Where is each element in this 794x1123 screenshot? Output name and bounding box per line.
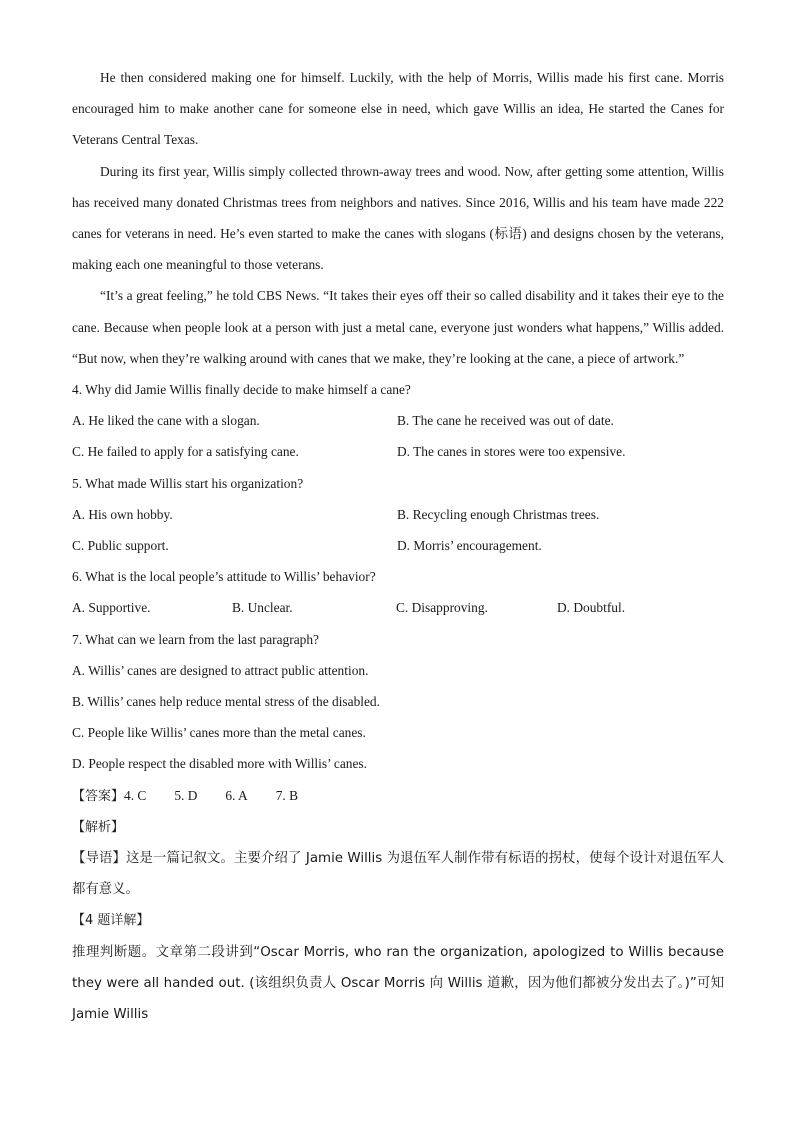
question-6-option-d: D. Doubtful.	[557, 600, 626, 616]
question-6-option-c: C. Disapproving.	[396, 600, 488, 616]
question-4-option-a: A. He liked the cane with a slogan.	[72, 413, 260, 429]
question-4-option-c: C. He failed to apply for a satisfying cane.	[72, 444, 299, 460]
passage-paragraph-2: During its first year, Willis simply collected thrown-away trees and wood. Now, after getting some attention, Willis has received many donated Christmas trees from neighbors and natives. Since 2016, Willis and his team have made 222 canes for veterans in need. He’s even started to make the canes with slogans (标语) and designs chosen by the veterans, making each one meaningful to those veterans.	[72, 163, 724, 273]
question-4-option-d: D. The canes in stores were too expensive.	[397, 444, 626, 460]
analysis-heading: 【解析】	[72, 819, 125, 835]
question-5-options-row-1	[72, 499, 724, 530]
question-6-option-b: B. Unclear.	[232, 600, 293, 616]
question-6-options-row	[72, 592, 724, 623]
question-5-option-b: B. Recycling enough Christmas trees.	[397, 506, 600, 522]
question-7-option-c: C. People like Willis’ canes more than the metal canes.	[72, 725, 366, 741]
question-7-stem: 7. What can we learn from the last paragraph?	[72, 631, 319, 647]
question-7-option-a: A. Willis’ canes are designed to attract public attention.	[72, 662, 369, 678]
answer-item-7: 7. B	[275, 787, 299, 803]
question-4-options-row-2	[72, 436, 724, 467]
answer-item-6: 6. A	[225, 787, 248, 803]
passage-paragraph-1: He then considered making one for himself. Luckily, with the help of Morris, Willis made his first cane. Morris encouraged him to make another cane for someone else in need, which gave Willis an idea, He started the Canes for Veterans Central Texas.	[72, 70, 724, 148]
document-page	[72, 62, 724, 1030]
question-5-stem: 5. What made Willis start his organization?	[72, 475, 304, 491]
question-5-option-c: C. Public support.	[72, 538, 169, 554]
question-5-options-row-2	[72, 530, 724, 561]
answer-label: 【答案】	[72, 788, 125, 804]
answer-item-4: 4. C	[124, 787, 147, 803]
analysis-guide: 【导语】这是一篇记叙文。主要介绍了 Jamie Willis 为退伍军人制作带有标语的拐杖，使每个设计对退伍军人都有意义。	[72, 851, 724, 898]
q4-detail-text: 推理判断题。文章第二段讲到“Oscar Morris, who ran the organization, apologized to Willis because they were all handed out. (该组织负责人 Oscar Morris 向 Willis 道歉，因为他们都被分发出去了。)”可知 Jamie Willis	[72, 944, 724, 1023]
passage-paragraph-3: “It’s a great feeling,” he told CBS News. “It takes their eyes off their so called disability and it takes their eye to the cane. Because when people look at a person with just a metal cane, everyone just wonders what happens,” Willis added. “But now, when they’re walking around with canes that we make, they’re looking at the cane, a piece of artwork.”	[72, 288, 724, 366]
answer-item-5: 5. D	[174, 787, 198, 803]
question-7-option-d: D. People respect the disabled more with Willis’ canes.	[72, 756, 367, 772]
question-5-option-a: A. His own hobby.	[72, 506, 173, 522]
question-4-option-b: B. The cane he received was out of date.	[397, 413, 614, 429]
q4-detail-heading: 【4 题详解】	[72, 913, 150, 929]
question-5-option-d: D. Morris’ encouragement.	[397, 538, 542, 554]
question-4-stem: 4. Why did Jamie Willis finally decide to make himself a cane?	[72, 382, 411, 398]
question-6-stem: 6. What is the local people’s attitude to Willis’ behavior?	[72, 569, 376, 585]
answer-line	[72, 780, 724, 812]
question-4-options-row-1	[72, 405, 724, 436]
question-6-option-a: A. Supportive.	[72, 600, 151, 616]
question-7-option-b: B. Willis’ canes help reduce mental stress of the disabled.	[72, 694, 380, 710]
